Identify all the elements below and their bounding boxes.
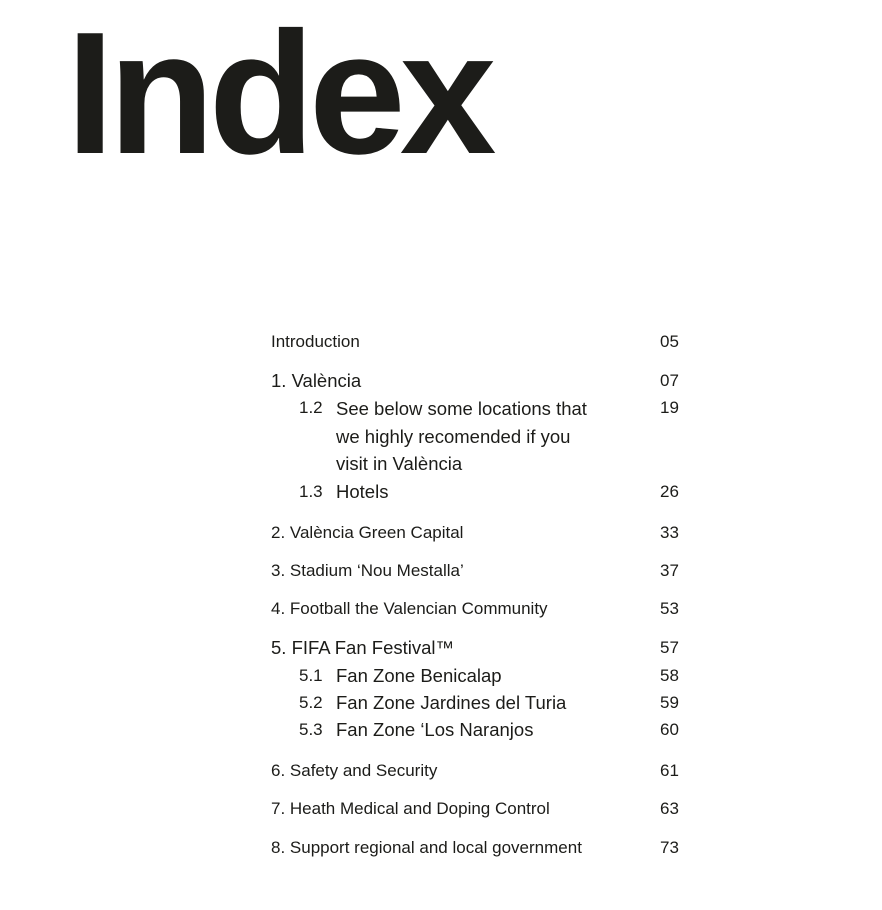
toc-entry-label: 7. Heath Medical and Doping Control: [271, 799, 550, 818]
toc-entry-page: 61: [660, 761, 679, 780]
toc-subentry-number: 5.2: [299, 693, 323, 712]
toc-entry-label: 8. Support regional and local government: [271, 838, 582, 857]
toc-subentry-label: Fan Zone Benicalap: [336, 665, 502, 686]
toc-entry-page: 53: [660, 599, 679, 618]
toc-entry-page: 05: [660, 332, 679, 351]
toc-entry-label: 6. Safety and Security: [271, 761, 438, 780]
toc-entry-label: 2. València Green Capital: [271, 523, 464, 542]
toc-entry-page: 33: [660, 523, 679, 542]
toc-entry-label: 1. València: [271, 370, 362, 391]
toc-entry-page: 63: [660, 799, 679, 818]
toc-subentry-number: 1.3: [299, 482, 323, 501]
toc-subentry-number: 1.2: [299, 398, 323, 417]
toc-subentry-label: See below some locations that we highly recomended if you visit in València: [336, 398, 587, 474]
toc-entry-page: 73: [660, 838, 679, 857]
page-title: Index: [66, 0, 491, 190]
toc-subentry-number: 5.3: [299, 720, 323, 739]
toc-entry-page: 58: [660, 666, 679, 685]
toc-subentry-number: 5.1: [299, 666, 323, 685]
toc-subentry-label: Fan Zone ‘Los Naranjos: [336, 719, 534, 740]
toc-entry-page: 59: [660, 693, 679, 712]
toc-entry-page: 26: [660, 482, 679, 501]
toc-entry-label: 4. Football the Valencian Community: [271, 599, 548, 618]
toc-entry-label: 5. FIFA Fan Festival™: [271, 637, 455, 658]
toc-entry-page: 60: [660, 720, 679, 739]
toc-subentry-label: Fan Zone Jardines del Turia: [336, 692, 567, 713]
toc-entry-label: 3. Stadium ‘Nou Mestalla’: [271, 561, 464, 580]
toc-entry-page: 19: [660, 398, 679, 417]
toc-entry-page: 07: [660, 371, 679, 390]
toc-entry-page: 37: [660, 561, 679, 580]
toc-entry-page: 57: [660, 638, 679, 657]
toc-subentry-label: Hotels: [336, 481, 389, 502]
toc-entry-label: Introduction: [271, 332, 360, 351]
